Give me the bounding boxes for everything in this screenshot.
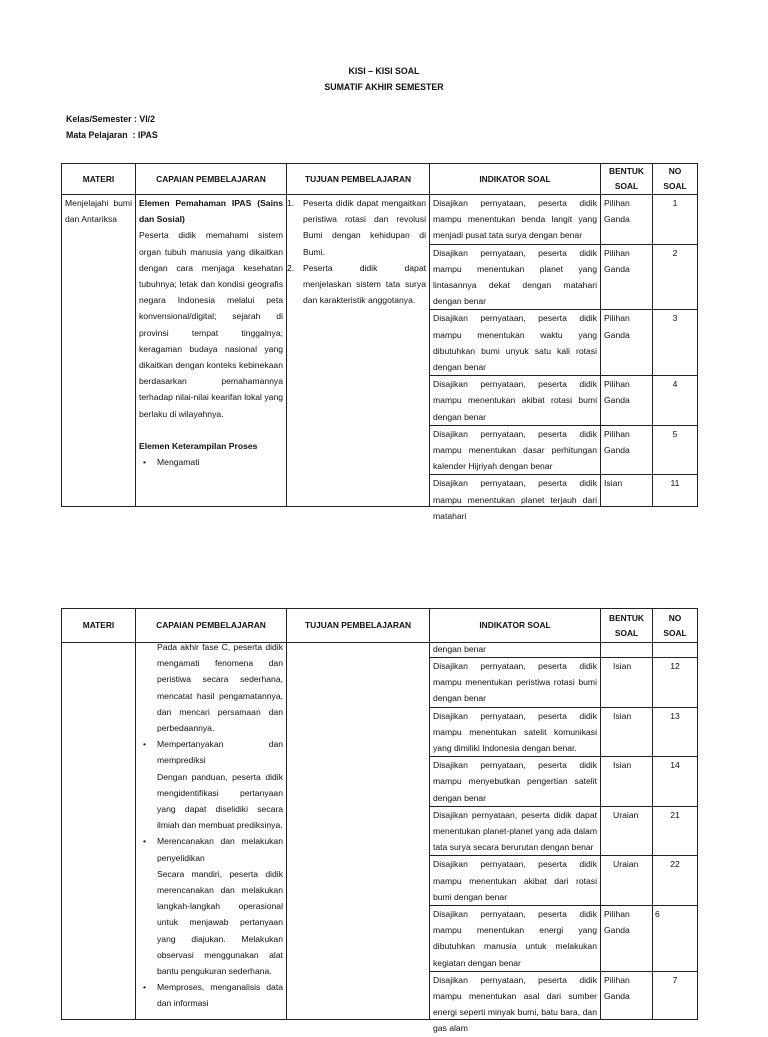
header-capaian: CAPAIAN PEMBELAJARAN [136,164,287,195]
indikator-cell: Disajikan pernyataan, peserta didik mampu menentukan peristiwa rotasi bumi dengan benar [430,658,601,708]
bentuk-cell: Isian [601,475,653,507]
header-bentuk-line2: SOAL [614,627,639,638]
bentuk-cell: Uraian [601,806,653,856]
bentuk-cell: Pilihan Ganda [601,244,653,310]
list-number: 1. [287,198,295,208]
capaian-heading-pemahaman: Elemen Pemahaman IPAS (Sains dan Sosial) [139,198,283,225]
no-cell: 22 [653,856,698,906]
no-cell: 3 [653,310,698,376]
no-cell: 13 [653,707,698,757]
bentuk-cell: Pilihan Ganda [601,906,653,972]
no-cell: 5 [653,425,698,475]
header-no-line2: SOAL [663,627,687,638]
indikator-carry-over: dengan benar [433,644,487,654]
bullet-icon: • [143,982,147,993]
indikator-cell: Disajikan pernyataan, peserta didik mampu menentukan waktu yang dibutuhkan bumi unyuk satu kali rotasi dengan benar [430,310,601,376]
header-capaian: CAPAIAN PEMBELAJARAN [136,609,287,643]
list-item [139,979,283,1011]
indikator-cell: Disajikan pernyataan, peserta didik dapat menentukan planet-planet yang ada dalam tata surya secara berurutan dengan benar [430,806,601,856]
kisi-table-page2 [61,608,698,1034]
header-no-line2: SOAL [663,181,687,191]
indikator-cell: Disajikan pernyataan, peserta didik mampu menentukan planet yang lintasannya dekat dengan matahari dengan benar [430,244,601,310]
document-title: KISI – KISI SOAL [348,66,420,76]
header-tujuan: TUJUAN PEMBELAJARAN [287,164,430,195]
table-row [62,643,698,658]
bullet-text: Mengamati [157,457,200,468]
tujuan-cell [287,195,430,507]
list-item [139,736,283,768]
indikator-cell [430,643,601,658]
bullet-icon: • [143,836,147,847]
materi-cell: Menjelajahi bumi dan Antariksa [62,195,136,507]
no-cell: 6 [653,906,698,972]
bentuk-cell [601,643,653,658]
bentuk-cell: Pilihan Ganda [601,425,653,475]
list-text: Peserta didik dapat menjelaskan sistem tata surya dan karakteristik anggotanya. [303,262,426,306]
kisi-table-page1 [61,163,698,521]
meta-label: Mata Pelajaran [66,130,128,140]
capaian-heading-keterampilan: Elemen Keterampilan Proses [139,440,258,451]
header-materi: MATERI [62,164,136,195]
meta-separator: : [127,130,138,140]
capaian-body-mempertanyakan: Dengan panduan, peserta didik mengidentifikasi pertanyaan yang dapat diselidiki secara ilmiah dan membuat prediksinya. [157,771,283,831]
bullet-icon: • [143,739,147,750]
indikator-cell [430,971,601,1034]
meta-label: Kelas/Semester [66,114,132,124]
indikator-text: Disajikan pernyataan, peserta didik mampu menentukan asal dari sumber energi seperti minyak bumi, batu bara, dan gas alam [433,974,597,1034]
materi-cell [62,643,136,1020]
header-indikator: INDIKATOR SOAL [430,164,601,195]
indikator-cell: Disajikan pernyataan, peserta didik mampu menentukan akibat dari rotasi bumi dengan benar [430,856,601,906]
header-bentuk-line2: SOAL [614,181,639,191]
header-indikator: INDIKATOR SOAL [430,609,601,643]
indikator-cell: Disajikan pernyataan, peserta didik mampu menentukan akibat rotasi bumi dengan benar [430,376,601,426]
header-no [653,609,698,643]
no-cell: 1 [653,195,698,245]
header-no-line1: NO [668,612,682,623]
bullet-icon: • [143,457,147,468]
bentuk-cell: Pilihan Ganda [601,376,653,426]
no-cell: 12 [653,658,698,708]
bentuk-cell: Pilihan Ganda [601,310,653,376]
bullet-text: Merencanakan dan melakukan penyelidikan [157,836,283,863]
bentuk-cell: Isian [601,757,653,807]
indikator-cell: Disajikan pernyataan, peserta didik mampu menentukan energi yang dibutuhkan manusia untuk melakukan kegiatan dengan benar [430,906,601,972]
list-text: Peserta didik dapat mengaitkan peristiwa rotasi dan revolusi Bumi dengan kehidupan di Bumi. [303,198,426,257]
capaian-cell [136,195,287,507]
header-bentuk [601,609,653,643]
bullet-text: Mempertanyakan dan memprediksi [157,739,283,766]
header-bentuk-line1: BENTUK [609,166,644,176]
header-tujuan: TUJUAN PEMBELAJARAN [287,609,430,643]
list-item [287,260,426,309]
bullet-text: Memproses, menganalisis data dan informasi [157,982,283,1009]
header-no-line1: NO [668,166,682,176]
meta-mata-pelajaran [66,127,158,143]
list-item [139,454,283,470]
indikator-cell: Disajikan pernyataan, peserta didik mampu menyebutkan pengertian satelit dengan benar [430,757,601,807]
header-bentuk-line1: BENTUK [609,612,644,623]
capaian-intro: Pada akhir fase C, peserta didik mengamati fenomena dan peristiwa secara sederhana, mencatat hasil pengamatannya, dan mencari persamaan dan perbedaannya. [157,642,283,734]
capaian-body-pemahaman: Peserta didik memahami sistem organ tubuh manusia yang dikaitkan dengan cara menjaga kesehatan tubuhnya; letak dan kondisi geografis negara Indonesia melalui peta konvensional/digital; sejarah di provinsi tempat tinggalnya; keragaman budaya nasional yang dikaitkan dengan konteks kebinekaan berdasarkan pemahamannya terhadap nilai-nilai kearifan lokal yang berlaku di wilayahnya. [139,230,283,419]
table-row [62,195,698,245]
list-item [139,833,283,865]
meta-kelas-semester [66,111,155,127]
capaian-body-merencanakan: Secara mandiri, peserta didik merencanakan dan melakukan langkah-langkah operasional untuk menjawab pertanyaan yang diajukan. Melakukan observasi menggunakan alat bantu pengukuran sederhana. [157,868,283,977]
capaian-cell [136,643,287,1020]
indikator-cell: Disajikan pernyataan, peserta didik mampu menentukan dasar perhitungan kalender Hijriyah dengan benar [430,425,601,475]
document-subtitle: SUMATIF AKHIR SEMESTER [324,82,444,92]
bentuk-cell: Uraian [601,856,653,906]
bentuk-cell: Pilihan Ganda [601,195,653,245]
bentuk-cell: Pilihan Ganda [601,971,653,1019]
meta-separator: : [131,114,140,124]
bentuk-cell: Isian [601,707,653,757]
header-bentuk [601,164,653,195]
no-cell: 7 [653,971,698,1019]
no-cell: 4 [653,376,698,426]
no-cell: 11 [653,475,698,507]
no-cell [653,643,698,658]
meta-value: IPAS [137,130,158,140]
no-cell: 14 [653,757,698,807]
list-item [287,195,426,260]
header-no [653,164,698,195]
indikator-cell: Disajikan pernyataan, peserta didik mampu menentukan benda langit yang menjadi pusat tata surya dengan benar [430,195,601,245]
indikator-cell: Disajikan pernyataan, peserta didik mampu menentukan satelit komunikasi yang dimiliki Indonesia dengan benar. [430,707,601,757]
no-cell: 21 [653,806,698,856]
indikator-cell [430,475,601,521]
list-number: 2. [287,262,295,273]
meta-value: VI/2 [139,114,156,124]
tujuan-cell [287,643,430,1020]
bentuk-cell: Isian [601,658,653,708]
header-materi: MATERI [62,609,136,643]
indikator-text: Disajikan pernyataan, peserta didik mampu menentukan planet terjauh dari matahari [433,478,597,521]
no-cell: 2 [653,244,698,310]
